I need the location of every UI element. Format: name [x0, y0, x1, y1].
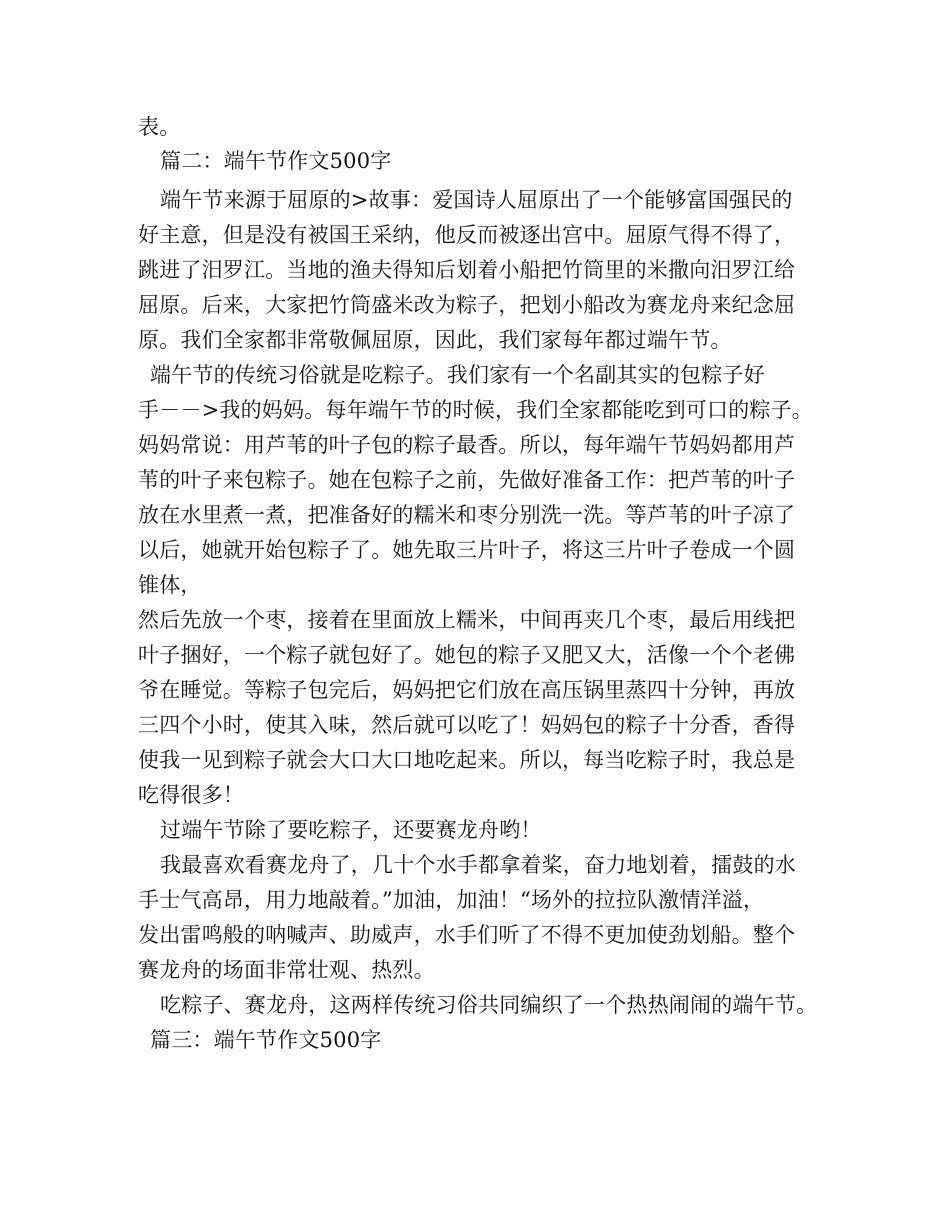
text-line: 手－－>我的妈妈。每年端午节的时候，我们全家都能吃到可口的粽子。 [138, 398, 813, 422]
text-line: 手士气高昂，用力地敲着。”加油，加油！“场外的拉拉队激情洋溢， [138, 888, 765, 912]
text-line: 赛龙舟的场面非常壮观、热烈。 [138, 958, 435, 982]
text-line: 吃得很多！ [138, 783, 244, 807]
text-line: 苇的叶子来包粽子。她在包粽子之前，先做好准备工作：把芦苇的叶子 [138, 468, 796, 492]
text-line: 使我一见到粽子就会大口大口地吃起来。所以，每当吃粽子时，我总是 [138, 748, 796, 772]
text-line: 三四个小时，使其入味，然后就可以吃了！妈妈包的粽子十分香，香得 [138, 713, 796, 737]
section-heading: 篇三：端午节作文500字 [150, 1028, 382, 1052]
text-line: 端午节的传统习俗就是吃粽子。我们家有一个名副其实的包粽子好 [150, 363, 765, 387]
section-heading: 篇二：端午节作文500字 [160, 149, 392, 173]
text-line: 好主意，但是没有被国王采纳，他反而被逐出宫中。屈原气得不得了， [138, 223, 796, 247]
text-line: 发出雷鸣般的呐喊声、助威声，水手们听了不得不更加使劲划船。整个 [138, 923, 796, 947]
text-line: 以后，她就开始包粽子了。她先取三片叶子，将这三片叶子卷成一个圆 [138, 538, 796, 562]
text-line: 然后先放一个枣，接着在里面放上糯米，中间再夹几个枣，最后用线把 [138, 608, 796, 632]
text-line: 屈原。后来，大家把竹筒盛米改为粽子，把划小船改为赛龙舟来纪念屈 [138, 293, 796, 317]
text-line: 我最喜欢看赛龙舟了，几十个水手都拿着桨，奋力地划着，擂鼓的水 [160, 853, 796, 877]
text-line: 端午节来源于屈原的>故事：爱国诗人屈原出了一个能够富国强民的 [160, 188, 793, 212]
text-line: 爷在睡觉。等粽子包完后，妈妈把它们放在高压锅里蒸四十分钟，再放 [138, 678, 796, 702]
text-line: 放在水里煮一煮，把准备好的糯米和枣分别洗一洗。等芦苇的叶子凉了 [138, 503, 796, 527]
text-line: 吃粽子、赛龙舟，这两样传统习俗共同编织了一个热热闹闹的端午节。 [160, 993, 818, 1017]
text-line: 叶子捆好，一个粽子就包好了。她包的粽子又肥又大，活像一个个老佛 [138, 643, 796, 667]
text-line: 跳进了汨罗江。当地的渔夫得知后划着小船把竹筒里的米撒向汨罗江给 [138, 258, 796, 282]
text-line: 过端午节除了要吃粽子，还要赛龙舟哟！ [160, 818, 542, 842]
text-line: 原。我们全家都非常敬佩屈原，因此，我们家每年都过端午节。 [138, 328, 732, 352]
text-line: 妈妈常说：用芦苇的叶子包的粽子最香。所以，每年端午节妈妈都用芦 [138, 433, 796, 457]
text-line: 锥体， [138, 573, 202, 597]
text-line: 表。 [138, 115, 181, 139]
